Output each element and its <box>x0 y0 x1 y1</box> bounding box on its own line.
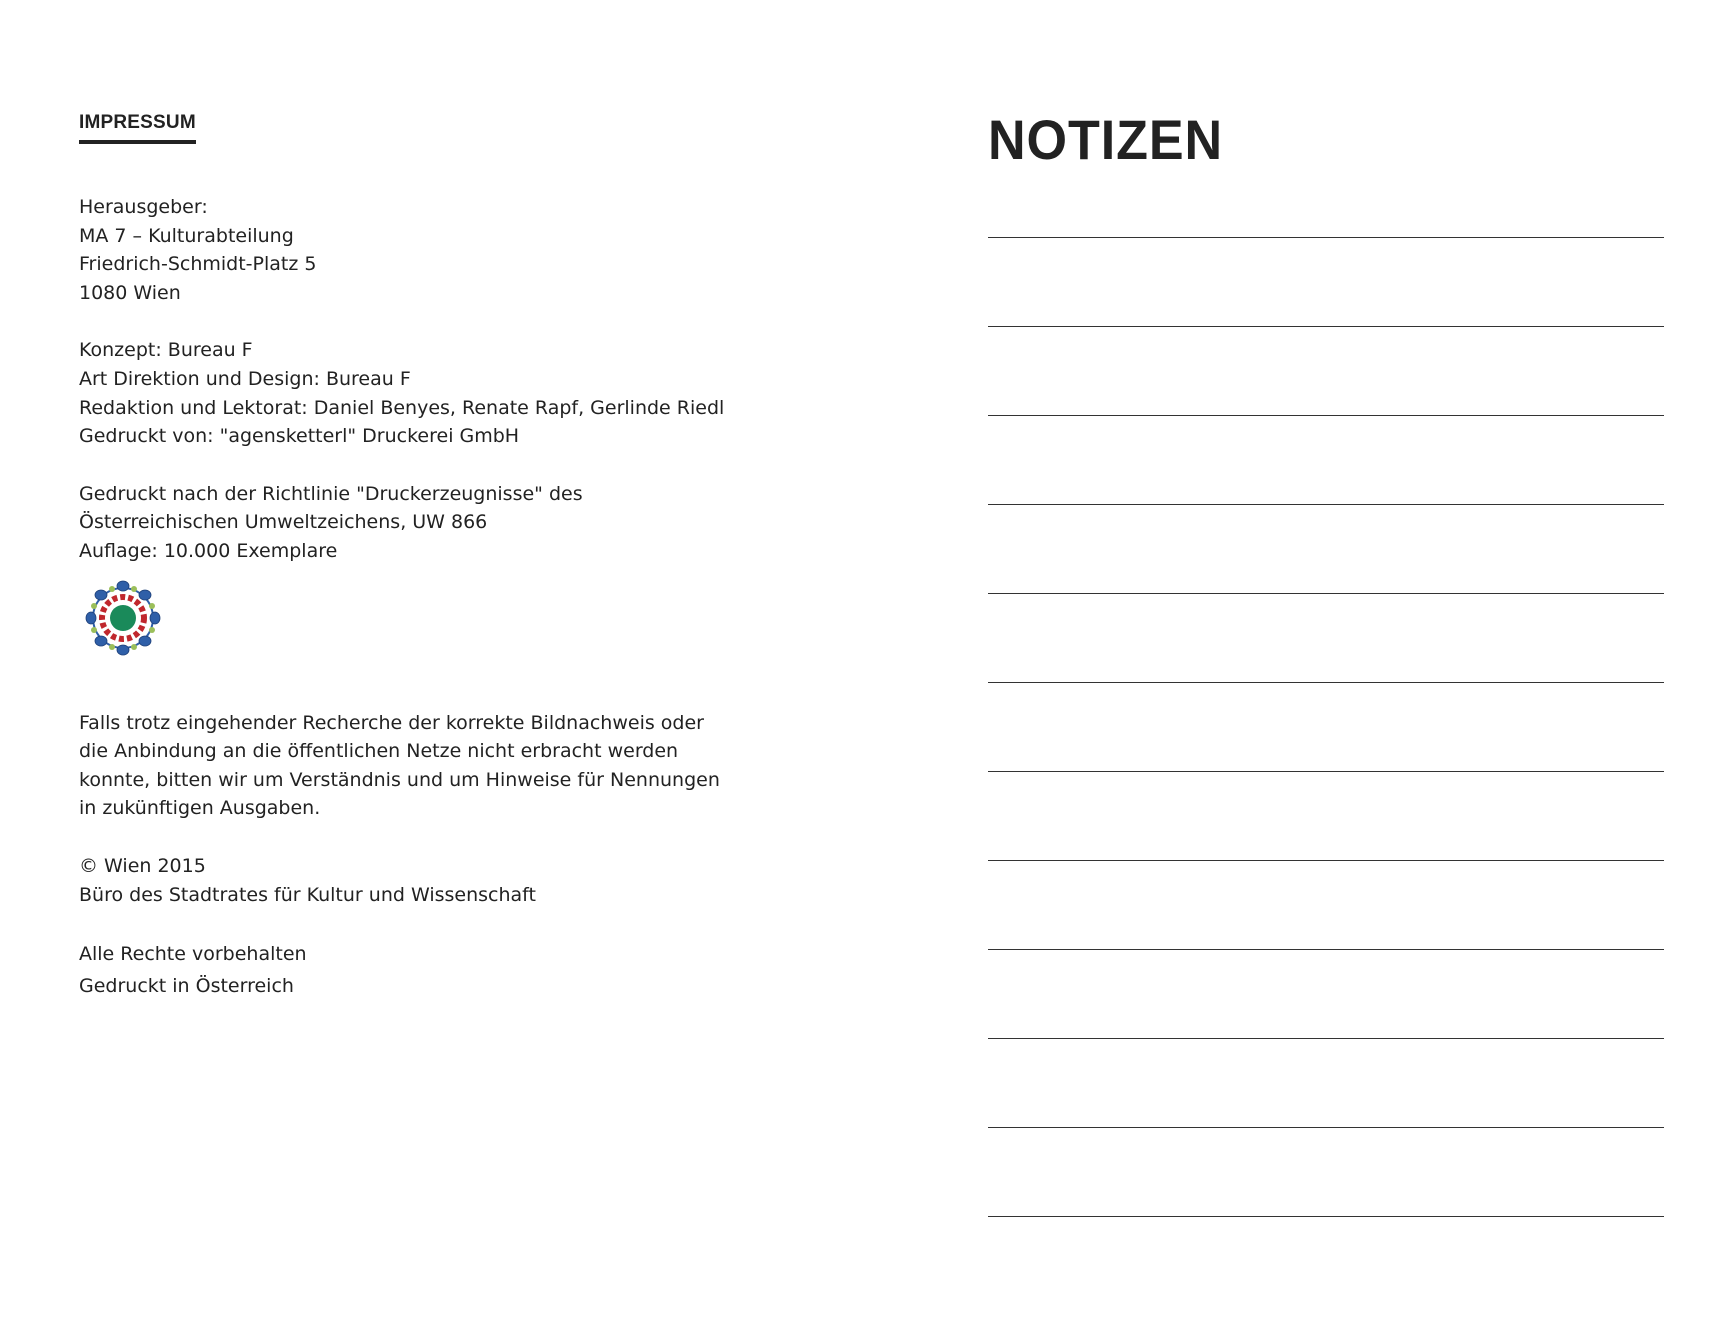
note-line <box>988 327 1664 416</box>
note-lines <box>988 237 1664 1217</box>
copyright-line1: © Wien 2015 <box>79 854 206 877</box>
impressum-heading: IMPRESSUM <box>79 112 196 144</box>
disclaimer-line3: konnte, bitten wir um Verständnis und um Hinweise für Nennungen <box>79 768 720 791</box>
rights-line1: Alle Rechte vorbehalten <box>79 943 307 966</box>
austrian-ecolabel-icon <box>83 578 163 658</box>
note-line <box>988 416 1664 505</box>
publisher-city: 1080 Wien <box>79 281 181 304</box>
credit-concept: Konzept: Bureau F <box>79 339 253 362</box>
notes-title: NOTIZEN <box>988 108 1224 171</box>
credit-printer: Gedruckt von: "agensketterl" Druckerei GmbH <box>79 425 520 448</box>
note-line <box>988 950 1664 1039</box>
rights-line2: Gedruckt in Österreich <box>79 975 294 998</box>
notes-page <box>988 108 1664 171</box>
note-line <box>988 1039 1664 1128</box>
disclaimer-line1: Falls trotz eingehender Recherche der korrekte Bildnachweis oder <box>79 711 704 734</box>
publisher-org: MA 7 – Kulturabteilung <box>79 224 294 247</box>
print-info-line1: Gedruckt nach der Richtlinie "Druckerzeugnisse" des <box>79 482 583 505</box>
credit-art-direction: Art Direktion und Design: Bureau F <box>79 367 411 390</box>
credits-block <box>79 336 779 450</box>
note-line <box>988 594 1664 683</box>
note-line <box>988 505 1664 594</box>
disclaimer-block <box>79 709 779 823</box>
copyright-line2: Büro des Stadtrates für Kultur und Wissenschaft <box>79 883 536 906</box>
publisher-street: Friedrich-Schmidt-Platz 5 <box>79 253 317 276</box>
note-line <box>988 238 1664 327</box>
publisher-label: Herausgeber: <box>79 196 208 218</box>
note-line <box>988 772 1664 861</box>
copyright-block <box>79 852 779 909</box>
note-line <box>988 861 1664 950</box>
impressum-page <box>79 112 779 1002</box>
publisher-block <box>79 193 779 307</box>
disclaimer-line4: in zukünftigen Ausgaben. <box>79 797 321 820</box>
print-info-block <box>79 480 779 566</box>
note-line <box>988 683 1664 772</box>
print-edition: Auflage: 10.000 Exemplare <box>79 539 338 562</box>
print-info-line2: Österreichischen Umweltzeichens, UW 866 <box>79 511 488 534</box>
rights-block <box>79 938 779 1002</box>
disclaimer-line2: die Anbindung an die öffentlichen Netze nicht erbracht werden <box>79 740 679 763</box>
credit-editing: Redaktion und Lektorat: Daniel Benyes, Renate Rapf, Gerlinde Riedl <box>79 396 725 419</box>
note-line <box>988 1128 1664 1217</box>
